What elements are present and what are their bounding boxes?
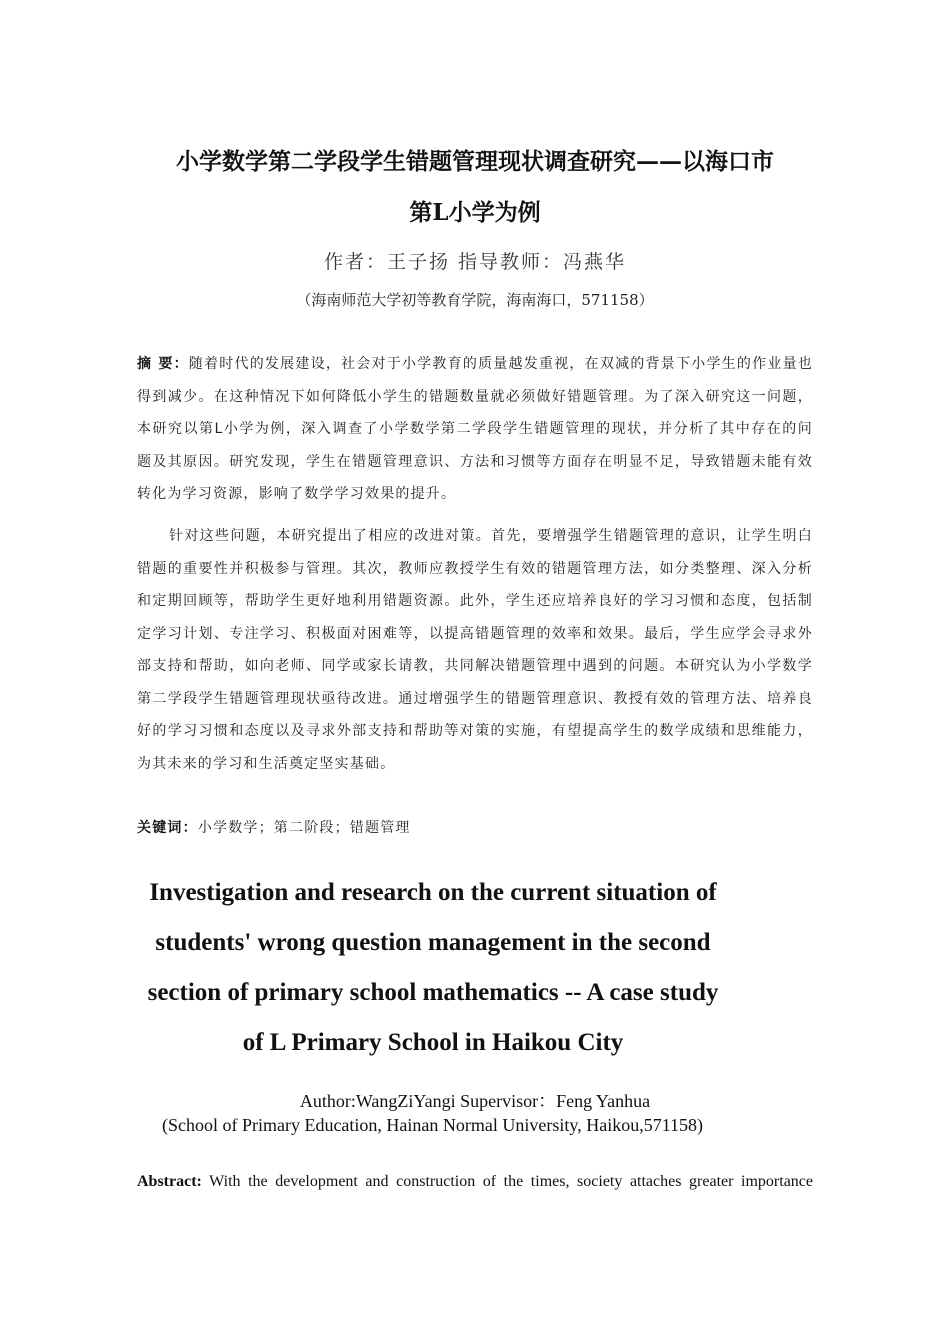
english-abstract-text: With the development and construction of the times, society attaches greater importance	[209, 1173, 813, 1190]
english-affiliation: (School of Primary Education, Hainan Normal University, Haikou,571158)	[161, 1115, 704, 1135]
english-title-line-1: Investigation and research on the current situation of	[149, 879, 717, 906]
chinese-keywords-label: 关键词	[137, 820, 183, 836]
english-abstract-label: Abstract:	[137, 1173, 202, 1190]
chinese-keywords-text: 小学数学；第二阶段；错题管理	[197, 820, 411, 836]
chinese-abstract-label: 摘 要	[137, 356, 174, 372]
chinese-abstract-paragraph-2	[137, 520, 813, 780]
english-title-line-2: students' wrong question management in the second	[155, 929, 711, 956]
chinese-abstract-text-2: 针对这些问题，本研究提出了相应的改进对策。首先，要增强学生错题管理的意识，让学生明白错题的重要性并积极参与管理。其次，教师应教授学生有效的错题管理方法，如分类整理、深入分析和定期回顾等，帮助学生更好地利用错题资源。此外，学生还应培养良好的学习习惯和态度，包括制定学习计划、专注学习、积极面对困难等，以提高错题管理的效率和效果。最后，学生应学会寻求外部支持和帮助，如向老师、同学或家长请教，共同解决错题管理中遇到的问题。本研究认为小学数学第二学段学生错题管理现状亟待改进。通过增强学生的错题管理意识、教授有效的管理方法、培养良好的学习习惯和态度以及寻求外部支持和帮助等对策的实施，有望提高学生的数学成绩和思维能力，为其未来的学习和生活奠定坚实基础。	[137, 528, 813, 772]
chinese-abstract-separator: ：	[173, 356, 189, 372]
chinese-title-line-1: 小学数学第二学段学生错题管理现状调查研究——以海口市	[176, 148, 774, 175]
chinese-keywords-separator: ：	[182, 820, 198, 836]
chinese-title-line-2: 第L小学为例	[409, 199, 541, 226]
english-abstract	[137, 1170, 813, 1194]
english-authors: Author:WangZiYangi Supervisor：Feng Yanhua	[299, 1091, 651, 1111]
chinese-abstract-paragraph-1	[137, 348, 813, 511]
english-title-line-3: section of primary school mathematics -- A case study	[147, 979, 719, 1006]
chinese-affiliation: （海南师范大学初等教育学院，海南海口，571158）	[296, 291, 654, 309]
english-title	[108, 868, 758, 1068]
chinese-keywords	[137, 814, 813, 842]
chinese-abstract-text-1: 随着时代的发展建设，社会对于小学教育的质量越发重视，在双减的背景下小学生的作业量也得到减少。在这种情况下如何降低小学生的错题数量就必须做好错题管理。为了深入研究这一问题，本研究以第L小学为例，深入调查了小学数学第二学段学生错题管理的现状，并分析了其中存在的问题及其原因。研究发现，学生在错题管理意识、方法和习惯等方面存在明显不足，导致错题未能有效转化为学习资源，影响了数学学习效果的提升。	[137, 356, 814, 502]
chinese-authors: 作者：王子扬 指导教师：冯燕华	[323, 251, 627, 273]
english-title-line-4: of L Primary School in Haikou City	[242, 1029, 624, 1056]
